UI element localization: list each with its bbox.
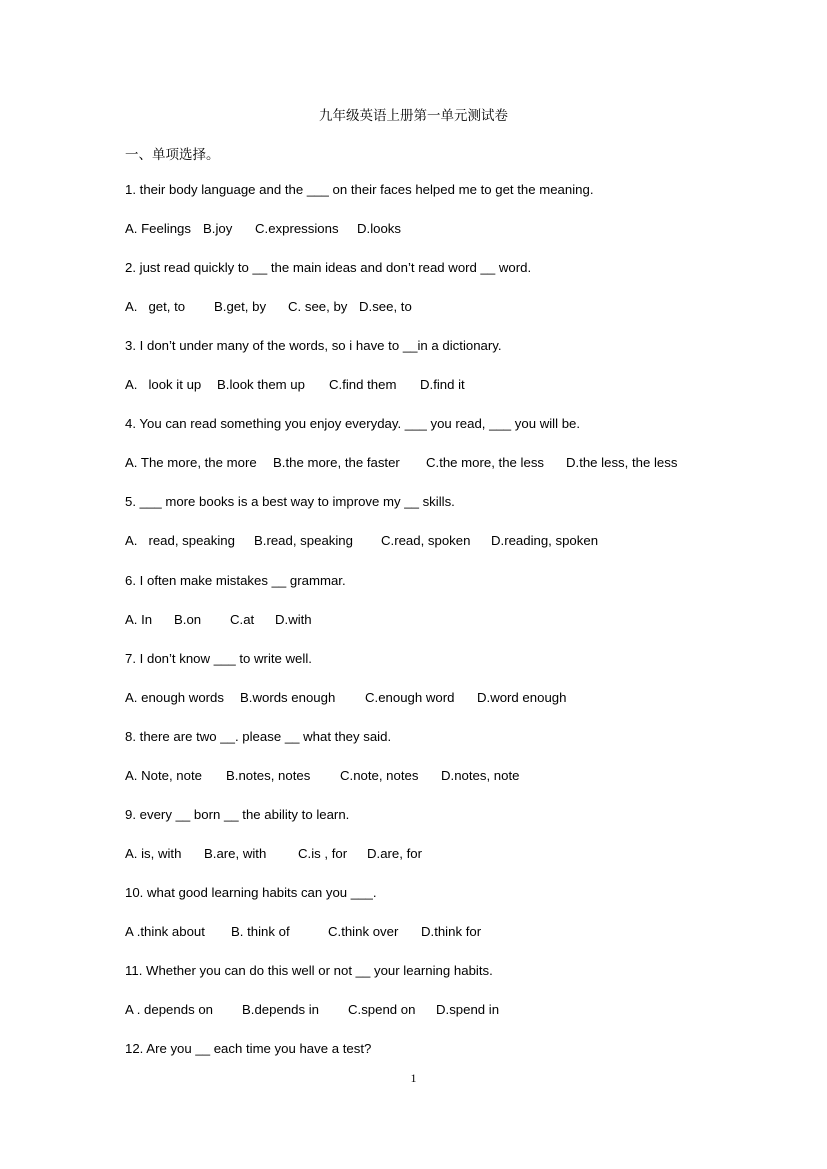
- answer-option: A. Note, note: [125, 768, 202, 783]
- answer-option: B.depends in: [242, 1002, 319, 1017]
- answer-option: D.with: [275, 612, 312, 627]
- answer-option: B.look them up: [217, 377, 305, 392]
- answer-option: B.are, with: [204, 846, 267, 861]
- answer-option: B.on: [174, 612, 202, 627]
- answer-option: D.the less, the less: [566, 455, 678, 470]
- document-title: 九年级英语上册第一单元测试卷: [319, 108, 508, 124]
- answer-option: A. look it up: [125, 377, 202, 392]
- answer-option: C.find them: [329, 377, 397, 392]
- answer-option: C. see, by: [288, 299, 348, 314]
- question-stem: 5. ___ more books is a best way to improve my __ skills.: [125, 494, 455, 509]
- question-stem: 4. You can read something you enjoy everyday. ___ you read, ___ you will be.: [125, 416, 581, 431]
- question-stem: 1. their body language and the ___ on their faces helped me to get the meaning.: [125, 182, 594, 197]
- answer-option: D.are, for: [367, 846, 422, 861]
- answer-option: B.get, by: [214, 299, 267, 314]
- answer-option: C.enough word: [365, 690, 455, 705]
- answer-option: A. enough words: [125, 690, 224, 705]
- answer-option: B. think of: [231, 924, 290, 939]
- question-stem: 8. there are two __. please __ what they said.: [125, 729, 392, 744]
- answer-option: D.find it: [420, 377, 465, 392]
- answer-option: D.reading, spoken: [491, 533, 599, 548]
- question-stem: 3. I don’t under many of the words, so i have to __in a dictionary.: [125, 338, 502, 353]
- answer-option: A. Feelings: [125, 221, 191, 236]
- answer-option: A. is, with: [125, 846, 182, 861]
- section-heading: 一、单项选择。: [125, 147, 220, 163]
- answer-option: C.the more, the less: [426, 455, 545, 470]
- answer-option: B.words enough: [240, 690, 336, 705]
- answer-option: A . depends on: [125, 1002, 213, 1017]
- answer-option: D.see, to: [359, 299, 412, 314]
- answer-option: B.joy: [203, 221, 233, 236]
- question-stem: 12. Are you __ each time you have a test?: [125, 1041, 372, 1056]
- answer-option: C.expressions: [255, 221, 339, 236]
- answer-option: B.notes, notes: [226, 768, 311, 783]
- answer-option: A .think about: [125, 924, 205, 939]
- answer-option: C.spend on: [348, 1002, 416, 1017]
- answer-option: B.read, speaking: [254, 533, 353, 548]
- question-stem: 10. what good learning habits can you ___.: [125, 885, 377, 900]
- answer-option: D.notes, note: [441, 768, 520, 783]
- answer-option: D.spend in: [436, 1002, 500, 1017]
- answer-option: C.is , for: [298, 846, 348, 861]
- answer-option: C.at: [230, 612, 255, 627]
- question-stem: 2. just read quickly to __ the main ideas and don’t read word __ word.: [125, 260, 532, 275]
- answer-option: C.read, spoken: [381, 533, 471, 548]
- page-number: 1: [410, 1071, 417, 1085]
- answer-option: C.think over: [328, 924, 399, 939]
- question-stem: 11. Whether you can do this well or not __ your learning habits.: [125, 963, 493, 978]
- answer-option: A. read, speaking: [125, 533, 235, 548]
- answer-option: A. The more, the more: [125, 455, 257, 470]
- question-stem: 7. I don’t know ___ to write well.: [125, 651, 312, 666]
- question-stem: 9. every __ born __ the ability to learn.: [125, 807, 350, 822]
- answer-option: B.the more, the faster: [273, 455, 400, 470]
- answer-option: D.looks: [357, 221, 401, 236]
- answer-option: A. In: [125, 612, 153, 627]
- answer-option: D.think for: [421, 924, 482, 939]
- answer-option: D.word enough: [477, 690, 567, 705]
- answer-option: A. get, to: [125, 299, 186, 314]
- question-stem: 6. I often make mistakes __ grammar.: [125, 573, 346, 588]
- answer-option: C.note, notes: [340, 768, 419, 783]
